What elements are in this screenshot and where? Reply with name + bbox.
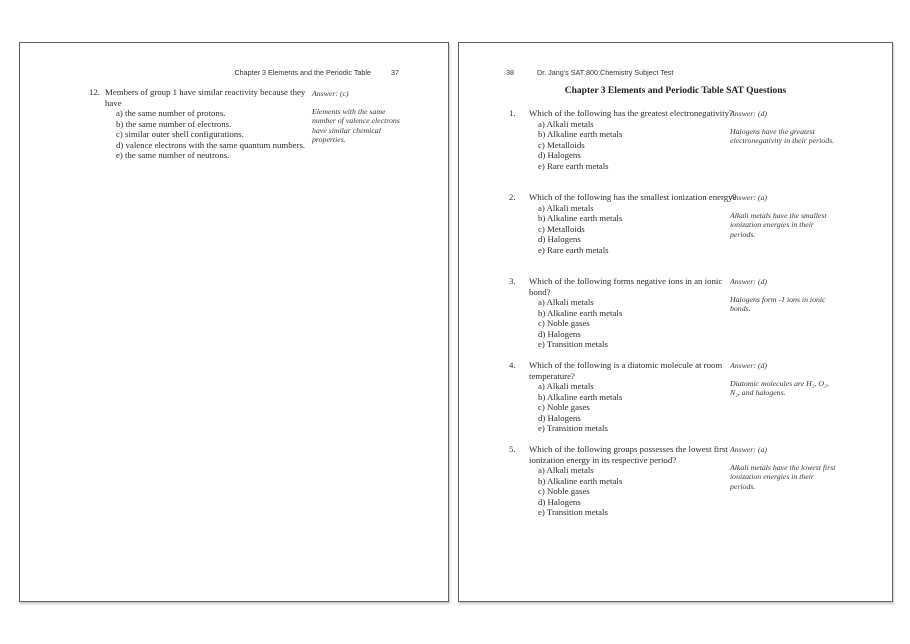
question-heading [89, 87, 317, 108]
option-e: e) the same number of neutrons. [116, 150, 230, 160]
option-d: d) Halogens [538, 496, 581, 507]
option-b: b) Alkaline earth metals [538, 213, 623, 223]
answer-explanation: Alkali metals have the lowest first ionization energies in their periods. [730, 462, 836, 491]
page-left [19, 42, 449, 602]
question-text: Which of the following groups possesses the lowest first ionization energy in its respective period? [529, 444, 728, 465]
answer-column [312, 89, 407, 145]
option-b: b) Alkaline earth metals [538, 307, 623, 318]
chapter-header-title: Chapter 3 Elements and the Periodic Table [234, 68, 371, 77]
option-e: e) Rare earth metals [538, 244, 609, 255]
option-c: c) Noble gases [538, 318, 590, 328]
question-12 [89, 87, 317, 161]
page-right [458, 42, 893, 602]
question-number: 1. [509, 108, 516, 118]
questions-list [509, 108, 884, 528]
answer-column [730, 109, 838, 146]
option-b: b) Alkaline earth metals [538, 475, 623, 486]
options-list [538, 203, 734, 256]
answer-explanation: Halogens form -1 ions in ionic bonds. [730, 294, 826, 314]
option-d: d) valence electrons with the same quantum numbers. [116, 139, 306, 150]
section-title: Chapter 3 Elements and Periodic Table SAT Questions [564, 86, 787, 96]
option-c: c) similar outer shell configurations. [116, 129, 244, 139]
answer-explanation: Alkali metals have the smallest ionization energies in their periods. [730, 210, 827, 239]
option-c: c) Metalloids [538, 139, 585, 150]
option-c: c) Metalloids [538, 223, 585, 234]
options-list [538, 465, 734, 518]
answer-column [730, 361, 838, 398]
option-e: e) Rare earth metals [538, 160, 609, 171]
question-text: Which of the following is a diatomic molecule at room temperature? [529, 360, 723, 381]
option-a: a) Alkali metals [538, 118, 594, 129]
option-d: d) Halogens [538, 328, 581, 339]
page-number: 37 [391, 68, 399, 77]
option-a: a) Alkali metals [538, 381, 594, 391]
option-c: c) Noble gases [538, 402, 590, 412]
option-d: d) Halogens [538, 150, 581, 160]
question-text: Which of the following has the smallest ionization energy? [529, 192, 737, 202]
question-text: Which of the following has the greatest electronegativity? [529, 108, 733, 118]
option-e: e) Transition metals [538, 423, 608, 433]
question-5 [509, 444, 884, 528]
question-number: 3. [509, 276, 516, 286]
question-4 [509, 360, 884, 444]
question-number: 12. [89, 87, 100, 97]
option-e: e) Transition metals [538, 339, 608, 349]
option-b: b) the same number of electrons. [116, 118, 232, 129]
question-text: Members of group 1 have similar reactivity because they have [105, 87, 306, 108]
options-list [538, 297, 734, 350]
question-text: Which of the following forms negative ions in an ionic bond? [529, 276, 723, 297]
page-number: 38 [506, 68, 514, 77]
running-header-left [234, 68, 399, 77]
option-d: d) Halogens [538, 412, 581, 423]
answer-explanation: Diatomic molecules are H₂, O₂, N₂, and halogens. [730, 378, 829, 398]
question-2 [509, 192, 884, 276]
question-number: 2. [509, 192, 516, 202]
option-e: e) Transition metals [538, 507, 608, 517]
answer-label: Answer: (d) [730, 109, 768, 118]
options-list [538, 119, 734, 172]
answer-label: Answer: (c) [312, 89, 349, 98]
answer-label: Answer: (d) [730, 277, 768, 286]
option-a: a) the same number of protons. [116, 108, 226, 118]
book-header-title: Dr. Jang's SAT 800 Chemistry Subject Test [537, 68, 674, 77]
option-d: d) Halogens [538, 234, 581, 244]
question-number: 5. [509, 444, 516, 454]
answer-explanation: Halogens have the greatest electronegativity in their periods. [730, 126, 835, 146]
question-number: 4. [509, 360, 516, 370]
question-1 [509, 108, 884, 192]
answer-column [730, 193, 838, 239]
option-a: a) Alkali metals [538, 465, 594, 475]
answer-column [730, 445, 838, 491]
answer-label: Answer: (a) [730, 445, 768, 454]
answer-label: Answer: (a) [730, 193, 768, 202]
option-a: a) Alkali metals [538, 202, 594, 213]
answer-explanation: Elements with the same number of valence electrons have similar chemical properties. [312, 106, 400, 145]
option-b: b) Alkaline earth metals [538, 391, 623, 402]
options-list [116, 108, 312, 161]
option-c: c) Noble gases [538, 486, 590, 496]
answer-column [730, 277, 838, 314]
running-header-right [506, 68, 673, 77]
option-a: a) Alkali metals [538, 297, 594, 307]
options-list [538, 381, 734, 434]
question-3 [509, 276, 884, 360]
option-b: b) Alkaline earth metals [538, 129, 623, 139]
answer-label: Answer: (d) [730, 361, 768, 370]
